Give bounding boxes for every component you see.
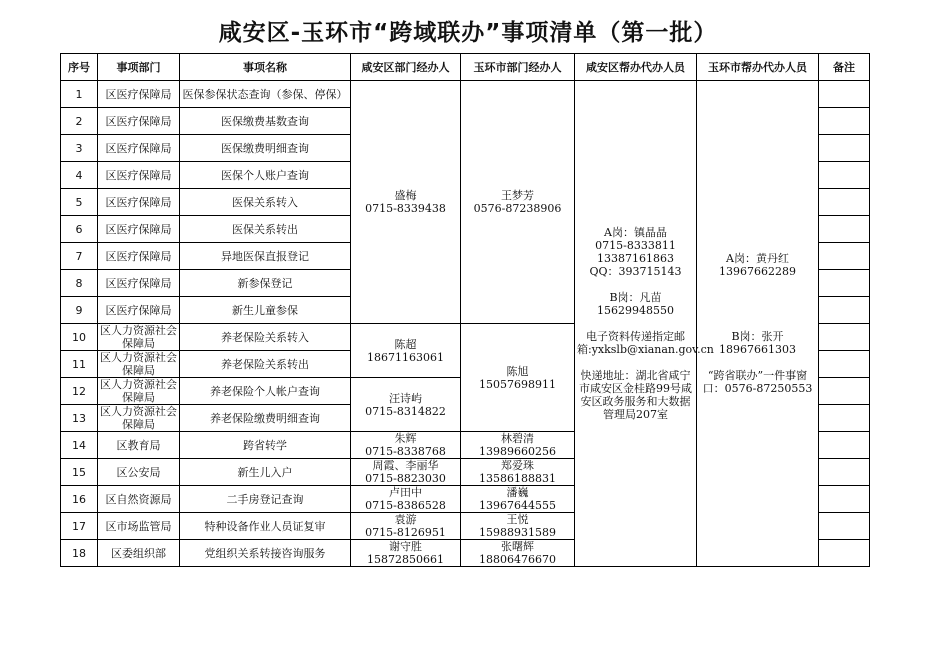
row-xa-handler: 谢守胜 15872850661 — [351, 540, 461, 567]
row-item: 特种设备作业人员证复审 — [180, 513, 351, 540]
row-xa-handler: 袁游 0715-8126951 — [351, 513, 461, 540]
header-item: 事项名称 — [180, 54, 351, 81]
row-item: 医保缴费基数查询 — [180, 108, 351, 135]
row-dept: 区自然资源局 — [98, 486, 180, 513]
header-dept: 事项部门 — [98, 54, 180, 81]
row-dept: 区医疗保障局 — [98, 243, 180, 270]
row-no: 17 — [61, 513, 98, 540]
row-remark — [819, 297, 870, 324]
xa-pension-handler-a: 陈超 18671163061 — [351, 324, 461, 378]
row-item: 新生儿入户 — [180, 459, 351, 486]
row-remark — [819, 189, 870, 216]
row-dept: 区医疗保障局 — [98, 297, 180, 324]
page-title: 咸安区-玉环市“跨域联办”事项清单（第一批） — [218, 20, 718, 46]
row-remark — [819, 486, 870, 513]
header-row — [61, 54, 870, 81]
row-yh-handler: 张曙辉 18806476670 — [461, 540, 575, 567]
table-row — [61, 81, 870, 108]
row-item: 养老保险关系转出 — [180, 351, 351, 378]
row-yh-handler: 潘巍 13967644555 — [461, 486, 575, 513]
row-item: 二手房登记查询 — [180, 486, 351, 513]
row-xa-handler: 周霞、李丽华 0715-8823030 — [351, 459, 461, 486]
row-dept: 区医疗保障局 — [98, 162, 180, 189]
row-dept: 区市场监管局 — [98, 513, 180, 540]
header-yh-handler: 玉环市部门经办人 — [461, 54, 575, 81]
row-dept: 区医疗保障局 — [98, 270, 180, 297]
row-no: 11 — [61, 351, 98, 378]
row-dept: 区人力资源社会保障局 — [98, 378, 180, 405]
row-dept: 区医疗保障局 — [98, 108, 180, 135]
row-remark — [819, 513, 870, 540]
row-dept: 区人力资源社会保障局 — [98, 405, 180, 432]
header-xa-handler: 咸安区部门经办人 — [351, 54, 461, 81]
header-no: 序号 — [61, 54, 98, 81]
row-no: 1 — [61, 81, 98, 108]
row-item: 医保关系转入 — [180, 189, 351, 216]
row-remark — [819, 81, 870, 108]
row-remark — [819, 135, 870, 162]
row-no: 7 — [61, 243, 98, 270]
row-dept: 区人力资源社会保障局 — [98, 324, 180, 351]
yh-helper-cell: A岗：黄丹红 13967662289 B岗：张开 18967661303 “跨省联办”一件事窗口：0576-87250553 — [697, 81, 819, 567]
row-remark — [819, 432, 870, 459]
row-no: 8 — [61, 270, 98, 297]
row-yh-handler: 王悦 15988931589 — [461, 513, 575, 540]
row-item: 养老保险个人帐户查询 — [180, 378, 351, 405]
row-no: 6 — [61, 216, 98, 243]
row-dept: 区教育局 — [98, 432, 180, 459]
xa-pension-handler-b: 汪诗屿 0715-8314822 — [351, 378, 461, 432]
row-no: 16 — [61, 486, 98, 513]
row-no: 3 — [61, 135, 98, 162]
row-xa-handler: 卢田中 0715-8386528 — [351, 486, 461, 513]
row-no: 2 — [61, 108, 98, 135]
row-dept: 区医疗保障局 — [98, 216, 180, 243]
row-no: 9 — [61, 297, 98, 324]
row-no: 4 — [61, 162, 98, 189]
item-list-table — [60, 53, 870, 567]
row-dept: 区人力资源社会保障局 — [98, 351, 180, 378]
row-item: 新参保登记 — [180, 270, 351, 297]
row-item: 养老保险缴费明细查询 — [180, 405, 351, 432]
row-remark — [819, 351, 870, 378]
row-remark — [819, 324, 870, 351]
row-item: 医保缴费明细查询 — [180, 135, 351, 162]
row-remark — [819, 162, 870, 189]
row-item: 医保参保状态查询（参保、停保） — [180, 81, 351, 108]
yh-pension-handler: 陈旭 15057698911 — [461, 324, 575, 432]
row-item: 异地医保直报登记 — [180, 243, 351, 270]
yh-medical-handler: 王梦芳 0576-87238906 — [461, 81, 575, 324]
header-remark: 备注 — [819, 54, 870, 81]
row-no: 18 — [61, 540, 98, 567]
row-no: 13 — [61, 405, 98, 432]
row-item: 医保个人账户查询 — [180, 162, 351, 189]
row-no: 14 — [61, 432, 98, 459]
row-remark — [819, 243, 870, 270]
row-remark — [819, 270, 870, 297]
xa-helper-cell: A岗：镇晶晶 0715-8333811 13387161863 QQ：393715143 B岗：凡苗 15629948550 电子资料传递指定邮箱:yxkslb@xianan.gov.cn 快递地址：湖北省咸宁市咸安区金桂路99号咸安区政务服务和大数据管理局207室 — [575, 81, 697, 567]
row-dept: 区医疗保障局 — [98, 135, 180, 162]
row-item: 医保关系转出 — [180, 216, 351, 243]
row-no: 15 — [61, 459, 98, 486]
row-item: 新生儿童参保 — [180, 297, 351, 324]
row-remark — [819, 378, 870, 405]
row-remark — [819, 540, 870, 567]
header-yh-helper: 玉环市帮办代办人员 — [697, 54, 819, 81]
header-xa-helper: 咸安区帮办代办人员 — [575, 54, 697, 81]
row-dept: 区委组织部 — [98, 540, 180, 567]
row-no: 12 — [61, 378, 98, 405]
row-yh-handler: 郑爱珠 13586188831 — [461, 459, 575, 486]
row-yh-handler: 林碧清 13989660256 — [461, 432, 575, 459]
row-item: 养老保险关系转入 — [180, 324, 351, 351]
row-item: 跨省转学 — [180, 432, 351, 459]
row-remark — [819, 459, 870, 486]
row-dept: 区医疗保障局 — [98, 189, 180, 216]
row-remark — [819, 405, 870, 432]
row-no: 5 — [61, 189, 98, 216]
xa-medical-handler: 盛梅 0715-8339438 — [351, 81, 461, 324]
row-dept: 区医疗保障局 — [98, 81, 180, 108]
row-dept: 区公安局 — [98, 459, 180, 486]
row-remark — [819, 216, 870, 243]
row-xa-handler: 朱辉 0715-8338768 — [351, 432, 461, 459]
row-item: 党组织关系转接咨询服务 — [180, 540, 351, 567]
row-remark — [819, 108, 870, 135]
row-no: 10 — [61, 324, 98, 351]
